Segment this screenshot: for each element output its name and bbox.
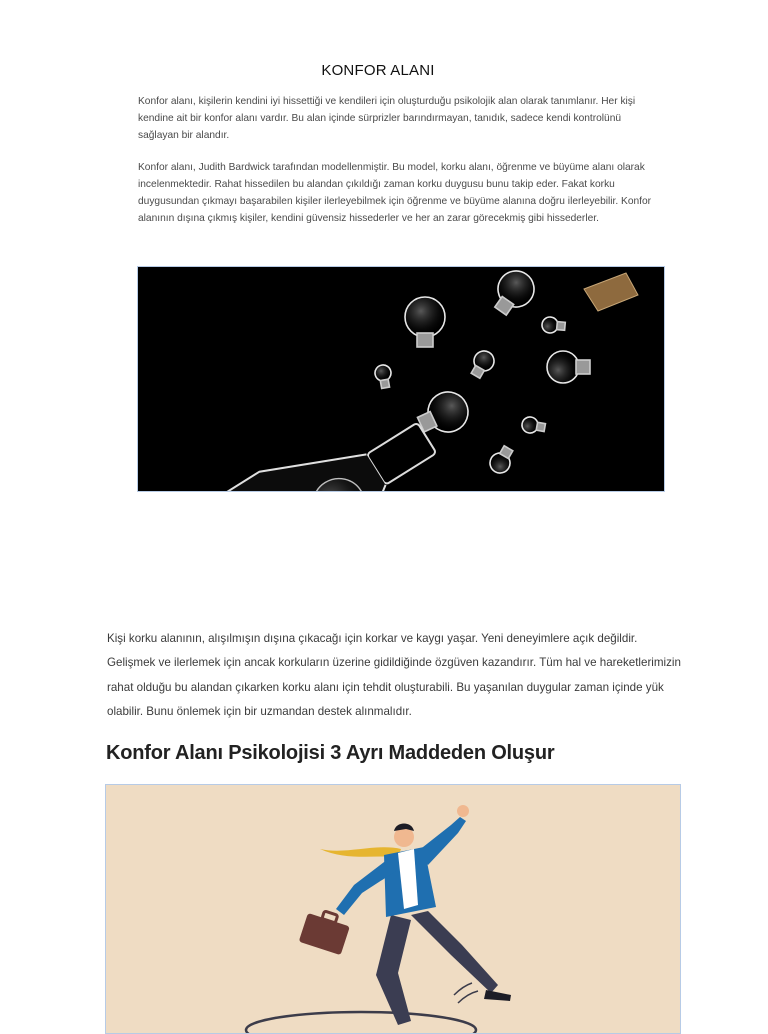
fear-zone-paragraph: Kişi korku alanının, alışılmışın dışına çıkacağı için korkar ve kaygı yaşar. Yeni deneyimlere açık değildir. Gelişmek ve ilerlemek için ancak korkuların üzerine gidildiğinde özgüven kazandırır. Tüm hal ve hareketlerimizin rahat olduğu bu alandan çıkarken korku alanı için tehdit oluşturabili. Bu yaşanılan duygular zaman içinde yük olabilir. Bunu önlemek için bir uzmandan destek alınmalıdır. — [107, 632, 681, 718]
section-heading: Konfor Alanı Psikolojisi 3 Ayrı Maddeden Oluşur — [106, 742, 555, 764]
comfort-zone-illustration — [105, 784, 681, 1034]
light-bulbs-image — [137, 266, 665, 492]
model-paragraph: Konfor alanı, Judith Bardwick tarafından modellenmiştir. Bu model, korku alanı, öğrenme ve büyüme alanı olarak incelenmektedir. Rahat hissedilen bu alandan çıkıldığı zaman korku duygusu bunu takip eder. Fakat korku duygusundan çıkmayı başarabilen kişiler ilerleyebilmek için öğrenme ve büyüme alanına doğru ilerleyebilir. Konfor alanının dışına çıkmış kişiler, kendini güvensiz hissederler ve her an zarar görecekmiş gibi hissederler. — [138, 162, 652, 224]
document-title: KONFOR ALANI — [321, 62, 435, 79]
intro-paragraph: Konfor alanı, kişilerin kendini iyi hissettiği ve kendileri için oluşturduğu psikolojik alan olarak tanımlanır. Her kişi kendine ait bir konfor alanı vardır. Bu alan içinde sürprizler barındırmayan, tanıdık, sadece kendi kontrolünü sağlayan bir alandır. — [138, 96, 636, 141]
light-bulb-icon — [138, 267, 665, 492]
businessman-icon — [106, 785, 681, 1034]
